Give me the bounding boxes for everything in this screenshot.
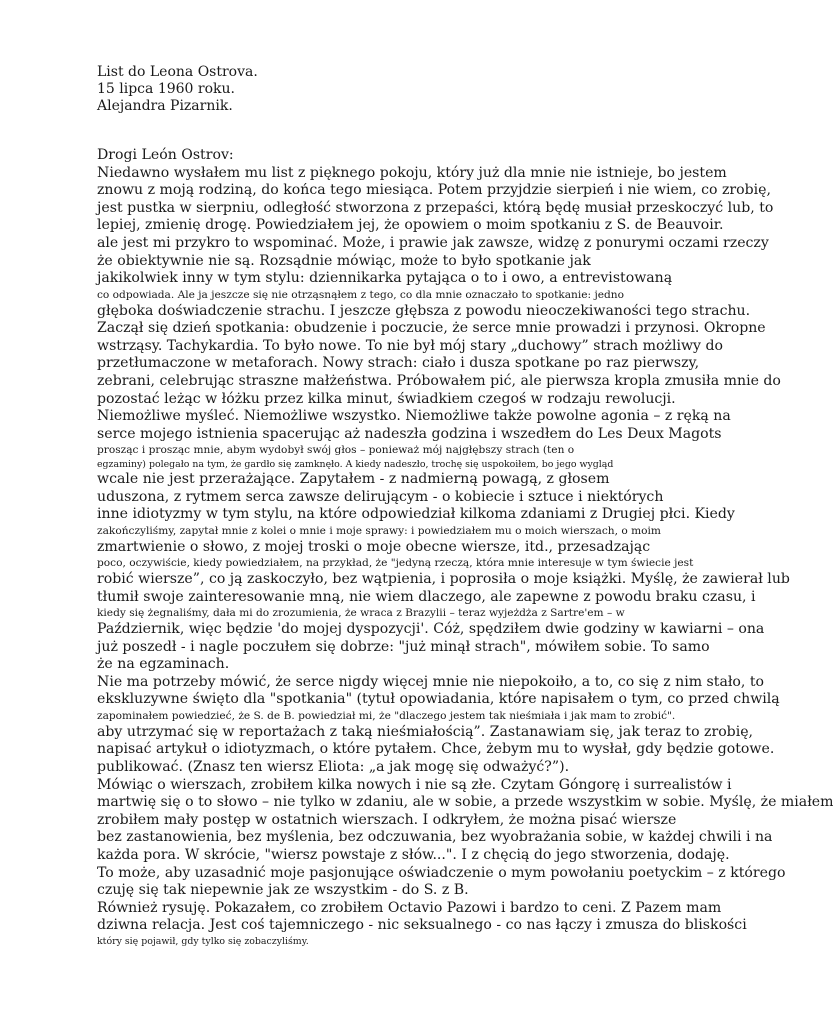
letter-line: zapominałem powiedzieć, że S. de B. powiedział mi, że "dlaczego jestem tak nieśmiała i jak mam to zrobić". [97, 710, 676, 723]
letter-line: tłumił swoje zainteresowanie mną, nie wiem dlaczego, ale zapewne z powodu braku czasu, i [97, 588, 756, 605]
letter-line: Niedawno wysłałem mu list z pięknego pokoju, który już dla mnie nie istnieje, bo jestem [97, 164, 727, 181]
header-author: Alejandra Pizarnik. [97, 98, 233, 114]
letter-line: robić wiersze”, co ją zaskoczyło, bez wątpienia, i poprosiła o moje książki. Myślę, że zawierał lub [97, 571, 790, 588]
letter-line: już poszedł - i nagle poczułem się dobrze: "już minął strach", mówiłem sobie. To samo [97, 638, 710, 655]
letter-line: każda pora. W skrócie, "wiersz powstaje z słów...". I z chęcią do jego stworzenia, dodaję. [97, 846, 730, 863]
letter-header [97, 64, 707, 115]
letter-line: że na egzaminach. [97, 656, 230, 673]
letter-line: To może, aby uzasadnić moje pasjonujące oświadczenie o mym powołaniu poetyckim – z którego [97, 864, 786, 881]
letter-line: wcale nie jest przerażające. Zapytałem - z nadmierną powagą, z głosem [97, 471, 610, 488]
letter-line: serce mojego istnienia spacerując aż nadeszła godzina i wszedłem do Les Deux Magots [97, 425, 722, 442]
letter-line: martwię się o to słowo – nie tylko w zdaniu, ale w sobie, a przede wszystkim w sobie. Myślę, że miałem [97, 794, 833, 811]
letter-line: wstrząsy. Tachykardia. To było nowe. To nie był mój stary „duchowy” strach możliwy do [97, 337, 723, 354]
letter-line: który się pojawił, gdy tylko się zobaczyliśmy. [97, 935, 309, 947]
letter-line: aby utrzymać się w reportażach z taką nieśmiałością”. Zastanawiam się, jak teraz to zrobię, [97, 723, 754, 740]
letter-line: ekskluzywne święto dla "spotkania" (tytuł opowiadania, które napisałem o tym, co przed chwilą [97, 691, 780, 708]
letter-line: Nie ma potrzeby mówić, że serce nigdy więcej mnie nie niepokoiło, a to, co się z nim stało, to [97, 673, 765, 690]
letter-line: Niemożliwe myśleć. Niemożliwe wszystko. Niemożliwe także powolne agonia – z ręką na [97, 408, 731, 425]
letter-line: czuję się tak niepewnie jak ze wszystkim - do S. z B. [97, 882, 469, 899]
letter-line: zrobiłem mały postęp w ostatnich wierszach. I odkryłem, że można pisać wiersze [97, 811, 677, 828]
letter-line: zmartwienie o słowo, z mojej troski o moje obecne wiersze, itd., przesadzając [97, 538, 651, 555]
letter-line: pozostać leżąc w łóżku przez kilka minut, świadkiem czegoś w rodzaju rewolucji. [97, 390, 676, 407]
header-date: 15 lipca 1960 roku. [97, 81, 235, 97]
letter-line: dziwna relacja. Jest coś tajemniczego - nic seksualnego - co nas łączy i zmusza do bliskości [97, 917, 747, 934]
letter-line: Również rysuję. Pokazałem, co zrobiłem Octavio Pazowi i bardzo to ceni. Z Pazem mam [97, 899, 722, 916]
letter-line: ale jest mi przykro to wspominać. Może, i prawie jak zawsze, widzę z ponurymi oczami rzeczy [97, 234, 769, 251]
letter-line: Mówiąc o wierszach, zrobiłem kilka nowych i nie są złe. Czytam Góngorę i surrealistów i [97, 776, 732, 793]
letter-line: Zaczął się dzień spotkania: obudzenie i poczucie, że serce mnie prowadzi i przynosi. Okropne [97, 320, 766, 337]
header-title: List do Leona Ostrova. [97, 64, 258, 80]
letter-line: jest pustka w sierpniu, odległość stworzona z przepaści, którą będę musiał przeskoczyć lub, to [97, 199, 774, 216]
letter-line: jakikolwiek inny w tym stylu: dziennikarka pytająca o to i owo, a entrevistowaną [97, 270, 673, 287]
letter-line: głęboka doświadczenie strachu. I jeszcze głębsza z powodu nieoczekiwaności tego strachu. [97, 302, 751, 319]
letter-line: prosząc i prosząc mnie, abym wydobył swój głos – ponieważ mój najgłębszy strach (ten o [97, 444, 575, 457]
letter-line: poco, oczywiście, kiedy powiedziałem, na przykład, że "jedyną rzeczą, która mnie interesuje w tym świecie jest [97, 557, 694, 570]
letter-line: przetłumaczone w metaforach. Nowy strach: ciało i dusza spotkane po raz pierwszy, [97, 355, 700, 372]
letter-line: bez zastanowienia, bez myślenia, bez odczuwania, bez wyobrażania sobie, w każdej chwili i na [97, 829, 773, 846]
letter-line: publikować. (Znasz ten wiersz Eliota: „a jak mogę się odważyć?”). [97, 759, 570, 775]
letter-body [97, 147, 833, 948]
letter-page [97, 64, 833, 948]
letter-line: że obiektywnie nie są. Rozsądnie mówiąc, może to było spotkanie jak [97, 252, 591, 269]
letter-line: zakończyliśmy, zapytał mnie z kolei o mnie i moje sprawy: i powiedziałem mu o moich wierszach, o moim [97, 524, 661, 537]
letter-line: zebrani, celebrując straszne małżeństwa. Próbowałem pić, ale pierwsza kropla zmusiła mnie do [97, 372, 781, 389]
letter-line: uduszona, z rytmem serca zawsze delirującym - o kobiecie i sztuce i niektórych [97, 488, 664, 505]
letter-line: Październik, więc będzie 'do mojej dyspozycji'. Cóż, spędziłem dwie godziny w kawiarni – ona [97, 621, 765, 638]
letter-line: co odpowiada. Ale ja jeszcze się nie otrząsnąłem z tego, co dla mnie oznaczało to spotkanie: jedno [97, 288, 625, 301]
letter-line: egzaminy) polegało na tym, że gardło się zamknęło. A kiedy nadeszło, trochę się uspokoiłem, bo jego wygląd [97, 459, 614, 471]
letter-line: inne idiotyzmy w tym stylu, na które odpowiedział kilkoma zdaniami z Drugiej płci. Kiedy [97, 506, 735, 523]
letter-line: lepiej, zmienię drogę. Powiedziałem jej, że opowiem o moim spotkaniu z S. de Beauvoir. [97, 217, 724, 234]
letter-line: kiedy się żegnaliśmy, dała mi do zrozumienia, że wraca z Brazylii – teraz wyjeżdża z Sartre'em – w [97, 607, 625, 620]
letter-line: znowu z moją rodziną, do końca tego miesiąca. Potem przyjdzie sierpień i nie wiem, co zrobię, [97, 182, 771, 199]
letter-line: Drogi León Ostrov: [97, 147, 234, 163]
letter-line: napisać artykuł o idiotyzmach, o które pytałem. Chce, żebym mu to wysłał, gdy będzie gotowe. [97, 741, 775, 758]
